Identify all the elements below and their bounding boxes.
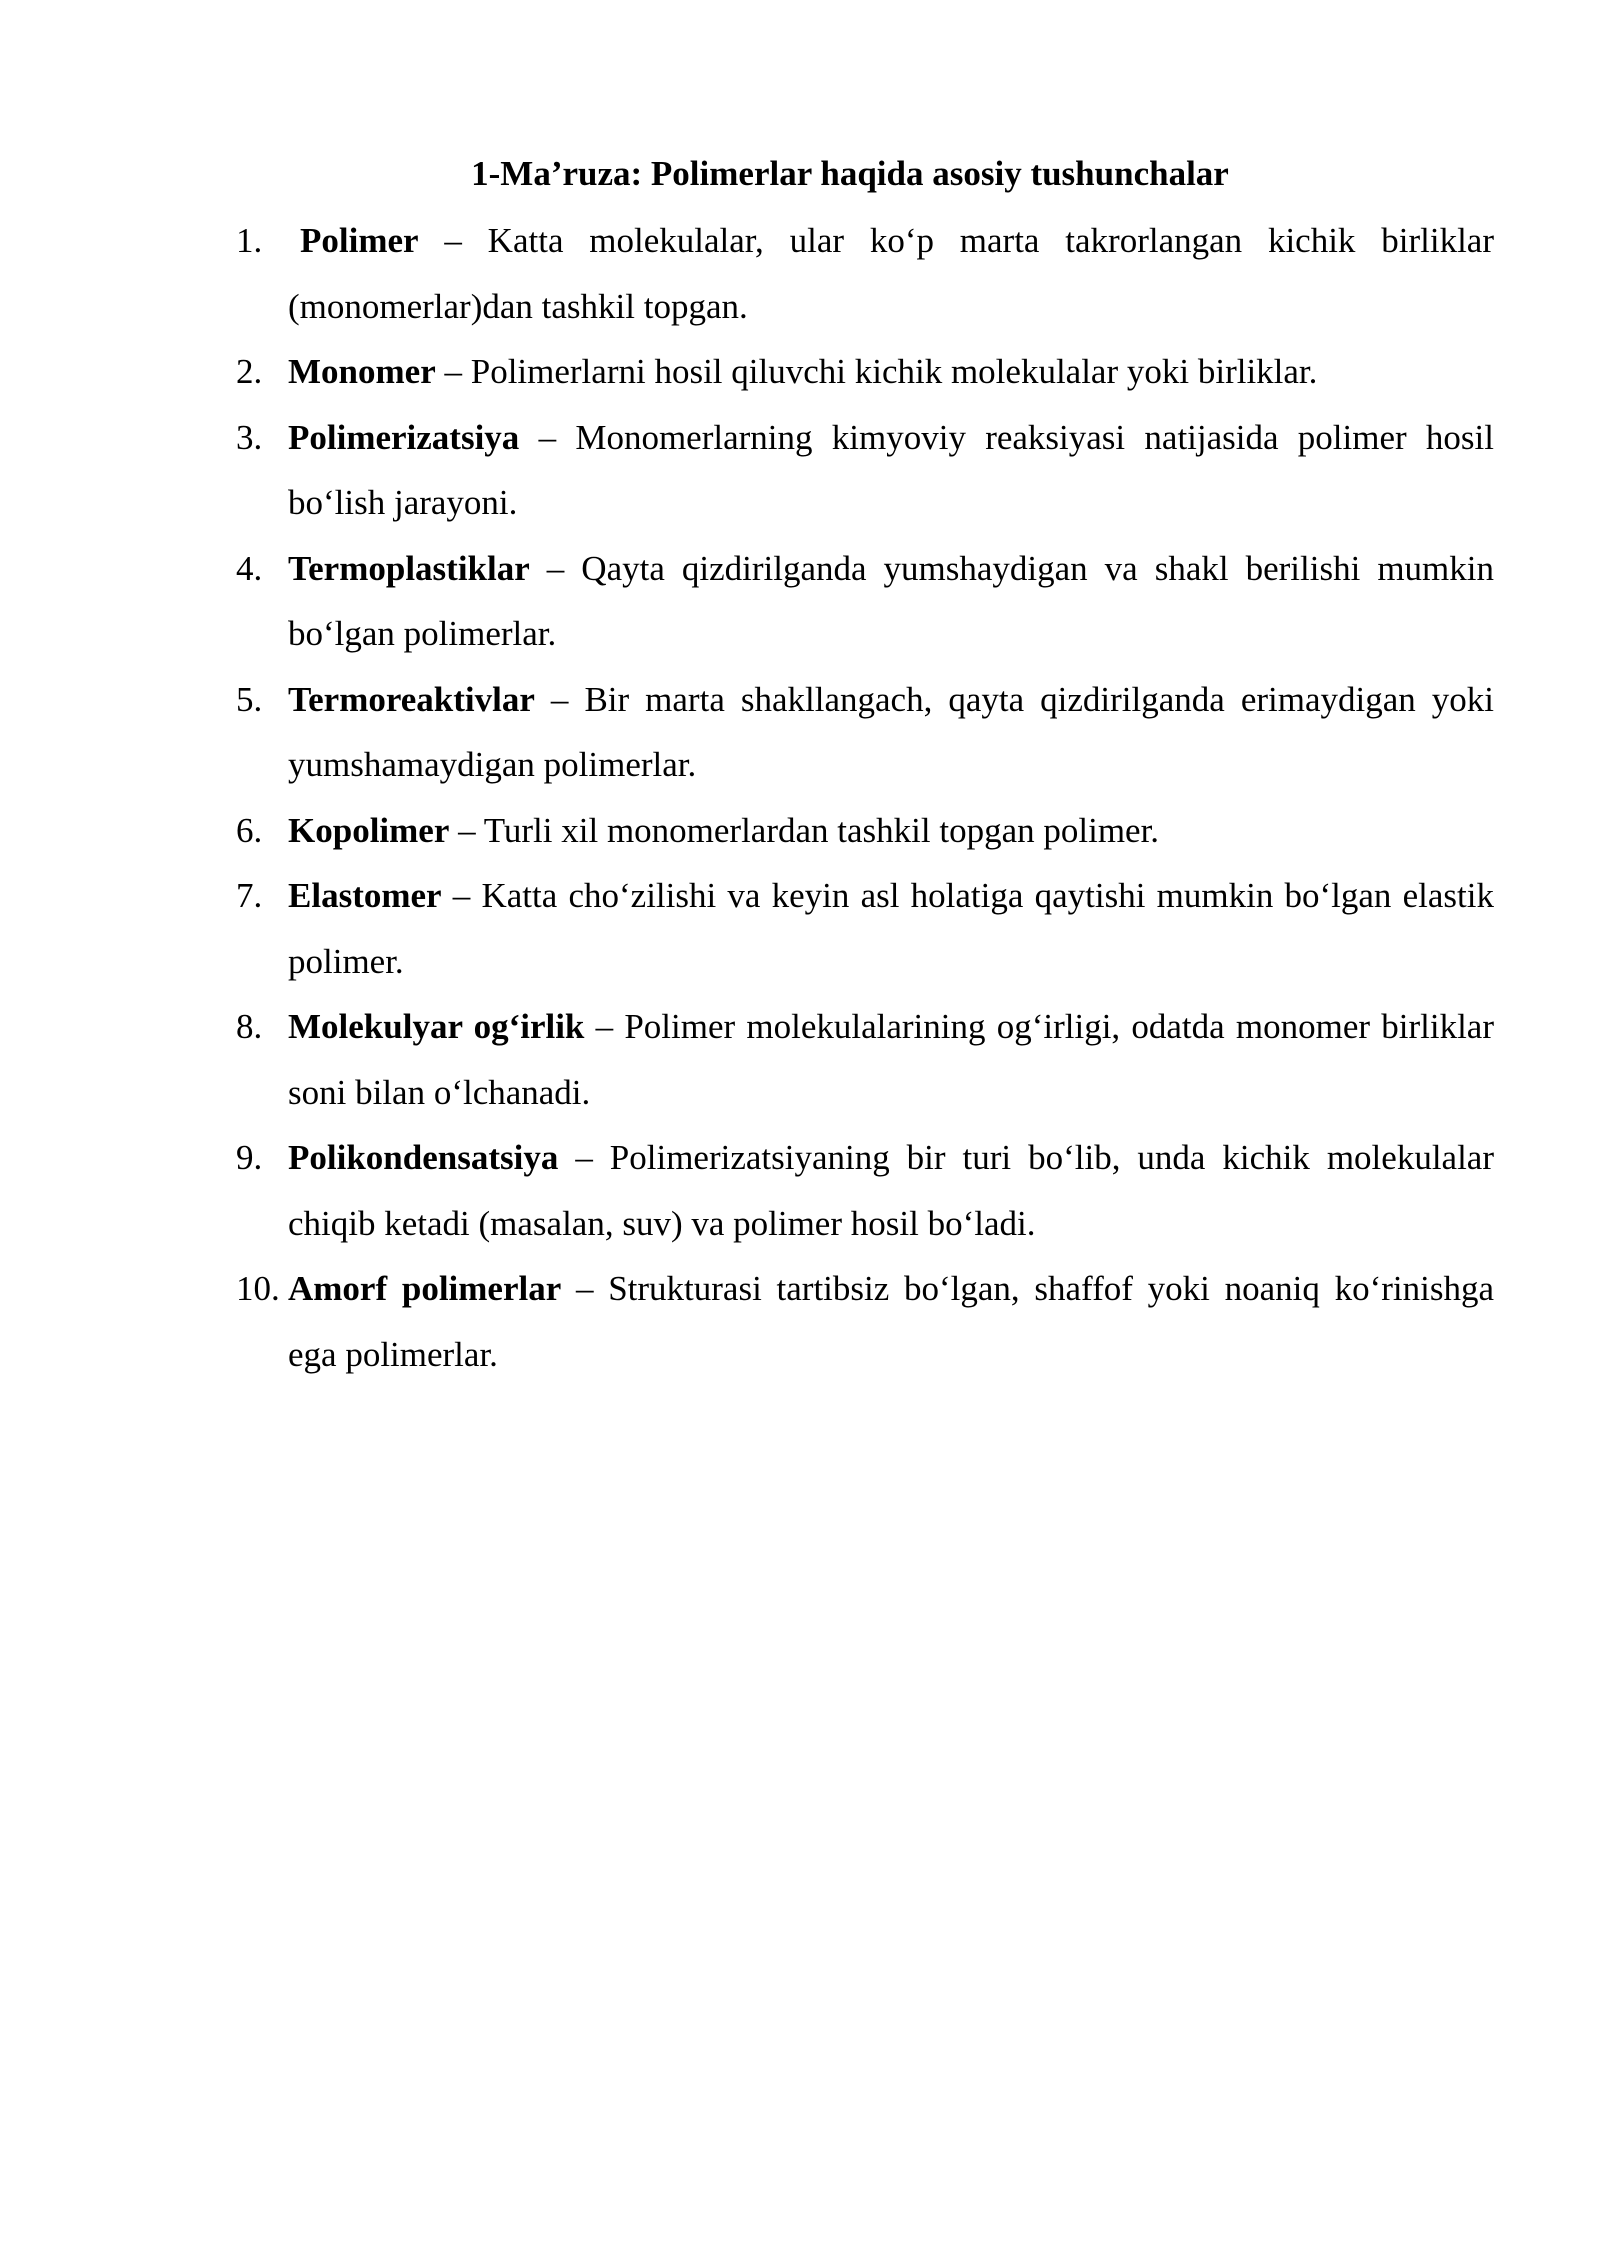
item-number: 6. [236, 810, 263, 850]
list-item [236, 339, 1494, 405]
list-item [236, 536, 1494, 667]
list-item [236, 1256, 1494, 1387]
item-term: Termoreaktivlar [288, 679, 535, 719]
item-term: Kopolimer [288, 810, 450, 850]
item-definition: – Monomerlarning kimyoviy reaksiyasi natijasida polimer hosil bo‘lish jarayoni. [288, 417, 1494, 522]
item-number: 8. [236, 1007, 263, 1046]
item-number: 3. [236, 417, 263, 457]
item-number: 5. [236, 679, 263, 719]
item-term: Molekulyar og‘irlik [288, 1007, 585, 1046]
item-term: Polikondensatsiya [288, 1138, 559, 1177]
item-term: Monomer [288, 352, 436, 391]
item-definition: – Katta molekulalar, ular ko‘p marta takrorlangan kichik birliklar (monomerlar)dan tashkil topgan. [288, 221, 1494, 326]
list-item [236, 667, 1494, 798]
list-item [236, 798, 1494, 864]
list-item [236, 994, 1494, 1125]
page-title: 1-Ma’ruza: Polimerlar haqida asosiy tushunchalar [471, 154, 1229, 193]
item-number: 4. [236, 548, 263, 588]
item-term: Polimer [300, 221, 419, 260]
item-definition: – Bir marta shakllangach, qayta qizdirilganda erimaydigan yoki yumshamaydigan polimerlar. [288, 679, 1494, 784]
item-number: 2. [236, 352, 263, 391]
item-definition: – Qayta qizdirilganda yumshaydigan va shakl berilishi mumkin bo‘lgan polimerlar. [288, 548, 1494, 653]
list-item [236, 1125, 1494, 1256]
definitions-list [236, 208, 1494, 1387]
item-definition: – Turli xil monomerlardan tashkil topgan polimer. [449, 810, 1160, 850]
item-term: Elastomer [288, 876, 442, 915]
item-definition: – Katta cho‘zilishi va keyin asl holatiga qaytishi mumkin bo‘lgan elastik polimer. [288, 876, 1494, 981]
item-term: Polimerizatsiya [288, 417, 520, 457]
item-number: 1. [236, 221, 263, 260]
item-definition: – Polimerlarni hosil qiluvchi kichik molekulalar yoki birliklar. [435, 352, 1318, 391]
item-definition: – Strukturasi tartibsiz bo‘lgan, shaffof yoki noaniq ko‘rinishga ega polimerlar. [288, 1269, 1494, 1374]
item-definition: – Polimerizatsiyaning bir turi bo‘lib, unda kichik molekulalar chiqib ketadi (masalan, suv) va polimer hosil bo‘ladi. [288, 1138, 1494, 1243]
list-item [236, 208, 1494, 339]
list-item [236, 863, 1494, 994]
item-number: 10. [236, 1269, 280, 1308]
item-number: 7. [236, 876, 263, 915]
list-item [236, 405, 1494, 536]
item-number: 9. [236, 1138, 263, 1177]
item-definition: – Polimer molekulalarining og‘irligi, odatda monomer birliklar soni bilan o‘lchanadi. [288, 1007, 1494, 1112]
item-term: Amorf polimerlar [288, 1269, 562, 1308]
item-term: Termoplastiklar [288, 548, 530, 588]
